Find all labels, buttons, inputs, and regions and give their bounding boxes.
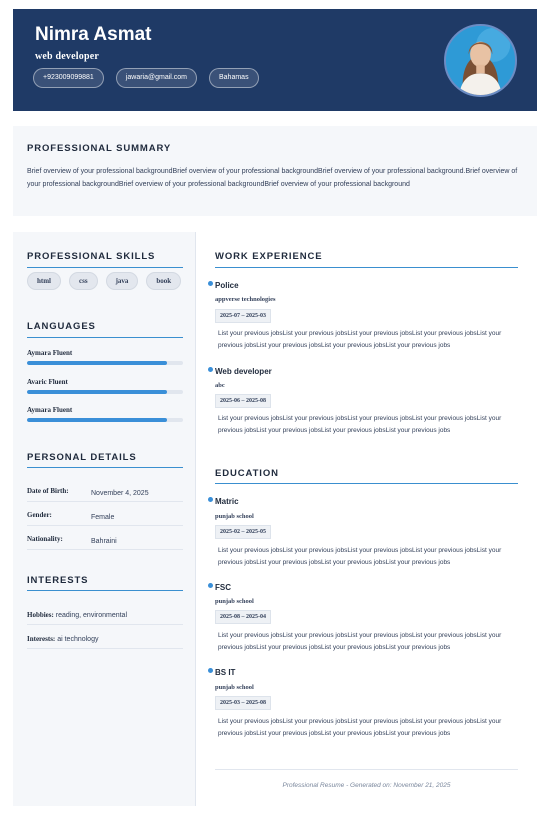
language-name: Avaric Fluent	[27, 378, 68, 386]
interests-row	[27, 635, 98, 643]
languages-heading: LANGUAGES	[27, 321, 96, 332]
education-description: List your previous jobsList your previous jobsList your previous jobsList your previous jobsList your previous jobsList your previous jobsList your previous jobsList your previous jobs	[218, 632, 502, 651]
education-dates: 2025-03 – 2025-08	[215, 696, 271, 710]
education-dates: 2025-08 – 2025-04	[215, 610, 271, 624]
gender-label: Gender:	[27, 511, 52, 519]
job-dates: 2025-06 – 2025-08	[215, 394, 271, 408]
skill-tag: html	[27, 272, 61, 290]
footer-text: Professional Resume - Generated on: November 21, 2025	[282, 782, 451, 789]
contact-chips	[33, 68, 259, 88]
education-heading: EDUCATION	[215, 468, 279, 479]
education-description: List your previous jobsList your previous jobsList your previous jobsList your previous jobsList your previous jobsList your previous jobsList your previous jobsList your previous jobs	[218, 718, 502, 737]
skill-tag: book	[146, 272, 181, 290]
skill-tag: java	[106, 272, 139, 290]
phone-chip[interactable]: +923009099881	[33, 68, 104, 88]
skills-list	[27, 272, 181, 290]
education-school: punjab school	[215, 598, 254, 605]
interests-heading: INTERESTS	[27, 575, 89, 586]
interests-value: ai technology	[57, 636, 99, 643]
row-divider	[27, 624, 183, 625]
timeline-dot	[208, 367, 213, 372]
skills-heading: PROFESSIONAL SKILLS	[27, 251, 156, 262]
hobbies-label: Hobbies:	[27, 611, 54, 619]
interests-label: Interests:	[27, 635, 56, 643]
timeline-dot	[208, 281, 213, 286]
professional-summary	[13, 126, 537, 216]
profile-photo	[444, 24, 517, 97]
job-company: appverse technologies	[215, 296, 276, 303]
job-description: List your previous jobsList your previous jobsList your previous jobsList your previous jobsList your previous jobsList your previous jobsList your previous jobsList your previous jobs	[218, 415, 502, 434]
job-title: Web developer	[215, 367, 272, 376]
language-name: Aymara Fluent	[27, 406, 73, 414]
personal-details-divider	[27, 467, 183, 468]
row-divider	[27, 501, 183, 502]
experience-divider	[215, 267, 518, 268]
dob-label: Date of Birth:	[27, 487, 69, 495]
footer-divider	[215, 769, 518, 770]
language-level-fill	[27, 418, 167, 422]
timeline-dot	[208, 497, 213, 502]
job-dates: 2025-07 – 2025-03	[215, 309, 271, 323]
row-divider	[27, 648, 183, 649]
location-chip: Bahamas	[209, 68, 259, 88]
education-title: FSC	[215, 583, 231, 592]
education-school: punjab school	[215, 684, 254, 691]
hobbies-value: reading, environmental	[55, 612, 128, 619]
nationality-label: Nationality:	[27, 535, 63, 543]
work-experience-heading: WORK EXPERIENCE	[215, 251, 323, 262]
interests-divider	[27, 590, 183, 591]
resume-header	[13, 9, 537, 111]
education-school: punjab school	[215, 513, 254, 520]
language-level-bar	[27, 361, 183, 365]
job-title: Police	[215, 281, 239, 290]
nationality-value: Bahraini	[91, 538, 117, 545]
language-level-bar	[27, 390, 183, 394]
personal-details-heading: PERSONAL DETAILS	[27, 452, 137, 463]
gender-value: Female	[91, 514, 115, 521]
language-name: Aymara Fluent	[27, 349, 73, 357]
candidate-name: Nimra Asmat	[35, 24, 152, 45]
dob-value: November 4, 2025	[91, 490, 149, 497]
row-divider	[27, 549, 183, 550]
email-chip[interactable]: jawaria@gmail.com	[116, 68, 197, 88]
hobbies-row	[27, 611, 127, 619]
summary-heading: PROFESSIONAL SUMMARY	[27, 143, 172, 154]
education-title: Matric	[215, 497, 239, 506]
education-title: BS IT	[215, 668, 236, 677]
candidate-title: web developer	[35, 51, 99, 62]
skills-divider	[27, 267, 183, 268]
timeline-dot	[208, 668, 213, 673]
language-level-fill	[27, 361, 167, 365]
language-level-fill	[27, 390, 167, 394]
education-dates: 2025-02 – 2025-05	[215, 525, 271, 539]
education-description: List your previous jobsList your previous jobsList your previous jobsList your previous jobsList your previous jobsList your previous jobsList your previous jobsList your previous jobs	[218, 547, 502, 566]
skill-tag: css	[69, 272, 98, 290]
profile-photo-graphic	[446, 26, 515, 95]
summary-text: Brief overview of your professional backgroundBrief overview of your professional backgroundBrief overview of your professional background.Brief overview of your professional backgroundBrief overview of your professional backgroundBrief overview of your professional background	[27, 168, 518, 188]
languages-divider	[27, 337, 183, 338]
row-divider	[27, 525, 183, 526]
timeline-dot	[208, 583, 213, 588]
job-description: List your previous jobsList your previous jobsList your previous jobsList your previous jobsList your previous jobsList your previous jobsList your previous jobsList your previous jobs	[218, 330, 502, 349]
language-level-bar	[27, 418, 183, 422]
job-company: abc	[215, 382, 225, 389]
education-divider	[215, 483, 518, 484]
